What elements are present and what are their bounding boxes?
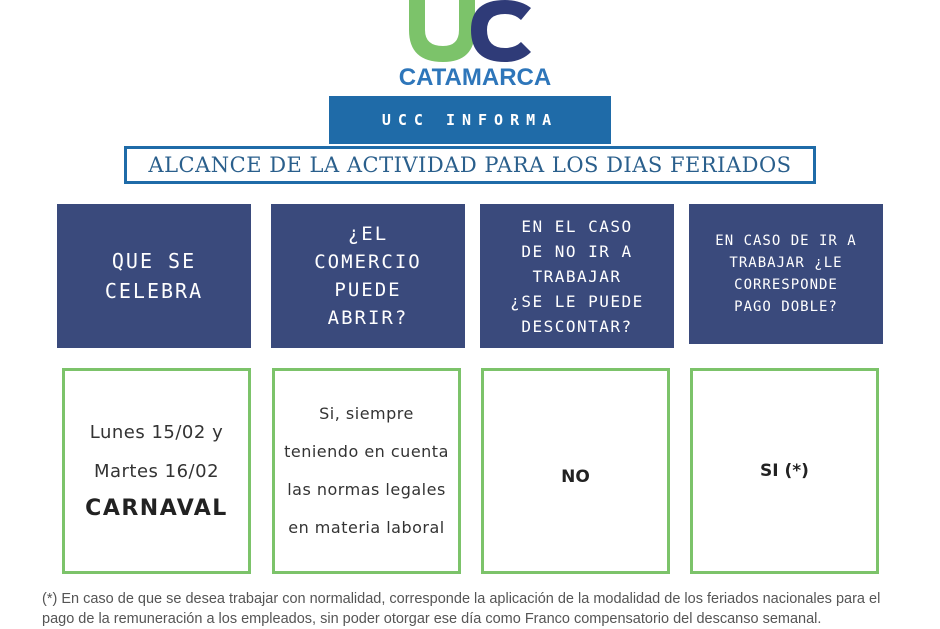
header-line: TRABAJAR [532, 266, 622, 286]
ucc-logo-mark [395, 0, 555, 64]
header-line: COMERCIO [314, 251, 422, 273]
cell-pago-doble [690, 368, 879, 574]
answer-no: NO [561, 467, 590, 487]
header-line: EN CASO DE IR A [715, 233, 857, 249]
header-line: CORRESPONDE [734, 277, 838, 293]
header-line: ¿EL [347, 223, 389, 245]
header-line: DESCONTAR? [521, 316, 633, 336]
header-line: DE NO IR A [521, 241, 633, 261]
header-line: PAGO DOBLE? [734, 299, 838, 315]
header-que-se-celebra [57, 204, 251, 348]
header-line: ¿SE LE PUEDE [510, 291, 644, 311]
header-line: CELEBRA [104, 279, 204, 303]
header-descontar [480, 204, 674, 348]
header-line: TRABAJAR ¿LE [729, 255, 843, 271]
header-line: EN EL CASO [521, 216, 633, 236]
cell-line: las normas legales [287, 480, 446, 499]
page-title: ALCANCE DE LA ACTIVIDAD PARA LOS DIAS FERIADOS [124, 146, 816, 184]
header-pago-doble [689, 204, 883, 344]
cell-line: teniendo en cuenta [284, 442, 449, 461]
ucc-logo [395, 0, 555, 92]
header-line: ABRIR? [327, 307, 409, 329]
header-line: PUEDE [334, 279, 402, 301]
ucc-informa-banner: UCC INFORMA [329, 96, 611, 144]
cell-line: en materia laboral [288, 518, 445, 537]
cell-comercio-abrir [272, 368, 461, 574]
date-line: Lunes 15/02 y [89, 421, 224, 443]
header-comercio-abrir [271, 204, 465, 348]
logo-text: CATAMARCA [398, 64, 552, 91]
holiday-name: CARNAVAL [85, 495, 228, 521]
footnote: (*) En caso de que se desea trabajar con normalidad, corresponde la aplicación de la modalidad de los feriados nacionales para el pago de la remuneración a los empleados, sin poder otorgar ese día como Franco compensatorio del descanso semanal. [42, 591, 881, 627]
header-line: QUE SE [111, 249, 197, 273]
answer-si: SI (*) [760, 461, 809, 481]
date-line: Martes 16/02 [93, 460, 220, 482]
cell-que-se-celebra [62, 368, 251, 574]
cell-descontar [481, 368, 670, 574]
cell-line: Si, siempre [319, 404, 414, 423]
